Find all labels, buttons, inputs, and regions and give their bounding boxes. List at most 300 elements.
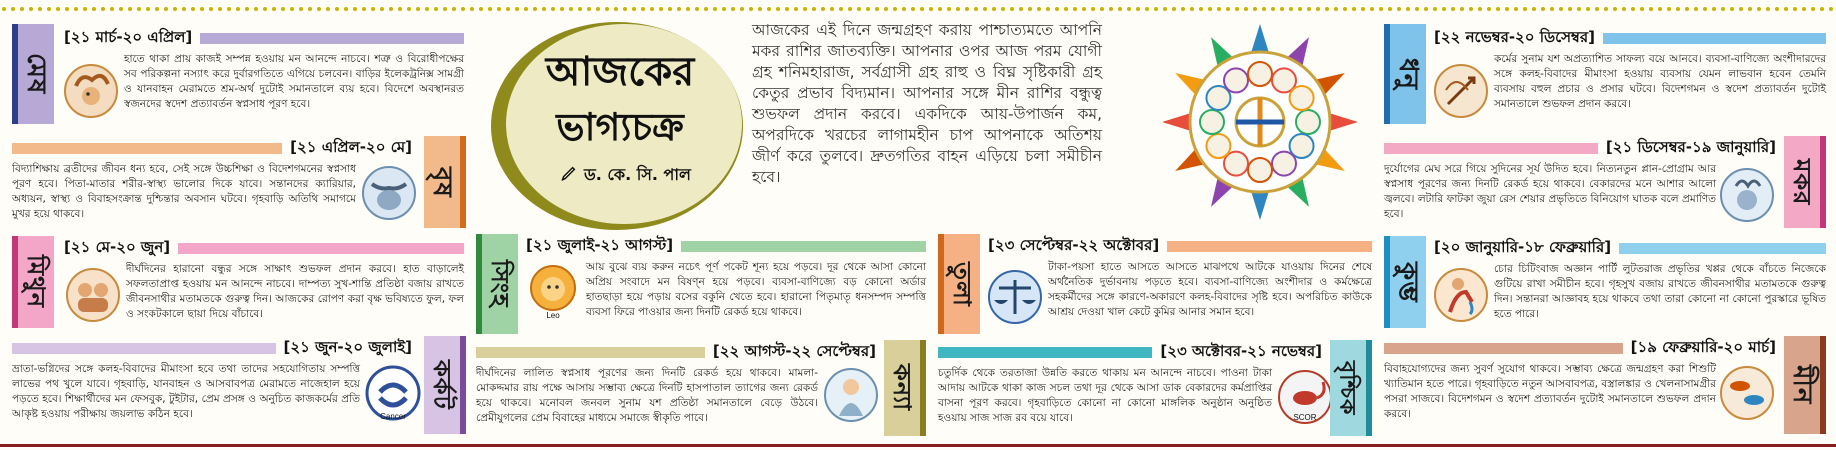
sign-forecast: চতুর্দিক থেকে তরতাজা উন্নতি করতে থাকায় মন আনন্দে নাচবে। পাওনা টাকা আদায় আটকে থাকা কাজ সচল তথা দূর থেকে আসা ডাক বেকারদের কর্মপ্রাপ্তির বাসনা পূরণ করবে। গৃহবাড়িতে কোনো না কোনো মাঙ্গলিক অনুষ্ঠান অনুষ্ঠিত হওয়ায় সাজ সাজ রব বয়ে যাবে।: [938, 367, 1272, 424]
page-title-line-2: ভাগ্যচক্র: [556, 104, 684, 149]
border-dot: [1415, 7, 1419, 11]
border-dot: [263, 7, 267, 11]
wheel-ray: [1251, 189, 1270, 220]
border-dot: [2, 7, 6, 11]
sign-image-label: SCOR: [1293, 413, 1317, 422]
border-dot: [1451, 7, 1455, 11]
border-dot: [1037, 7, 1041, 11]
border-dot: [1658, 7, 1662, 11]
sign-name: কর্কট: [428, 360, 457, 410]
sign-date-range: [২১ জুন-২০ জুলাই]: [283, 337, 412, 356]
sign-card-scorpio: [936, 340, 1376, 444]
border-dot: [929, 7, 933, 11]
sign-forecast: ভ্রাতা-ভগ্নিদের সঙ্গে কলহ-বিবাদের মীমাংসা হবে তথা তাদের সহযোগিতায় সম্পত্তি লাভের পথ খুলে যাবে। গৃহবাড়ি, যানবাহন ও আসবাবপত্র মেরামতে নাজেহাল হয়ে পড়তে হবে। শিক্ষার্থীদের মন ফেসবুক, টুইটার, প্রেম প্রসঙ্গ ও অনুচিত কাজকর্মের প্রতি আকৃষ্ট হওয়ায় পরীক্ষায় জয়লাভ কঠিন হবে।: [12, 363, 360, 420]
border-dot: [452, 7, 456, 11]
border-dot: [1649, 7, 1653, 11]
border-dot: [38, 7, 42, 11]
border-dot: [1487, 7, 1491, 11]
border-dot: [1667, 7, 1671, 11]
sign-image-label: Leo: [546, 311, 560, 320]
sign-name: তুলা: [948, 261, 977, 307]
border-dot: [1343, 7, 1347, 11]
border-dot: [371, 7, 375, 11]
border-dot: [938, 7, 942, 11]
border-dot: [1073, 7, 1077, 11]
border-dot: [56, 7, 60, 11]
border-dot: [920, 7, 924, 11]
border-dot: [506, 7, 510, 11]
border-dot: [11, 7, 15, 11]
bottom-rule: [0, 444, 1836, 447]
border-dot: [1478, 7, 1482, 11]
border-dot: [497, 7, 501, 11]
border-dot: [776, 7, 780, 11]
sign-forecast: দীর্ঘদিনের হারানো বন্ধুর সঙ্গে সাক্ষাৎ শুভফল প্রদান করবে। হাত বাড়ালেই সফলতাপ্রাপ্ত হওয়ায় মন আনন্দে নাচবে। দাম্পত্য সুখ-শান্তি প্রতিষ্ঠা বজায় রাখতে জীবনসাথীর মতামতকে গুরুত্ব দিন। আজকের রোপণ করা বৃক্ষ ভবিষ্যতে ফুল, ফল ও সংকটকালে ছায়া দিয়ে বাঁচাবে।: [126, 263, 464, 320]
sign-date-range: [২১ জুলাই-২১ আগস্ট]: [526, 235, 674, 254]
sign-tab-capricorn: [1784, 136, 1826, 228]
top-dotted-border: [0, 2, 1836, 16]
header-bar: [200, 33, 464, 44]
border-dot: [1820, 7, 1824, 11]
border-dot: [398, 7, 402, 11]
border-dot: [20, 7, 24, 11]
header-bar: [1603, 33, 1826, 44]
border-dot: [605, 7, 609, 11]
border-dot: [1586, 7, 1590, 11]
border-dot: [362, 7, 366, 11]
border-dot: [533, 7, 537, 11]
border-dot: [1010, 7, 1014, 11]
border-dot: [164, 7, 168, 11]
border-dot: [236, 7, 240, 11]
sign-tab-libra: [938, 234, 980, 334]
sign-image-label: Cancer: [380, 412, 406, 421]
border-dot: [803, 7, 807, 11]
border-dot: [1127, 7, 1131, 11]
border-dot: [668, 7, 672, 11]
border-dot: [1595, 7, 1599, 11]
border-dot: [695, 7, 699, 11]
border-dot: [1514, 7, 1518, 11]
sign-header: [1384, 138, 1776, 158]
border-dot: [632, 7, 636, 11]
border-dot: [1154, 7, 1158, 11]
sagittarius-archer-icon: [1432, 62, 1490, 120]
border-dot: [1289, 7, 1293, 11]
sign-forecast: বিবাহযোগ্যদের জন্য সুবর্ণ সুযোগ থাকবে। সম্ভাব্য ক্ষেত্রে জন্মগ্রহণ করা শিশুটি খ্যাতিমান হতে পারে। গৃহবাড়িতে নতুন আসবাবপত্র, বস্ত্রালঙ্কার ও খেলনাসামগ্রীর পসরা সাজবে। বিদেশগমন ও স্বদেশ প্রত্যাবর্তন দুটোই সমানতালে শুভফল প্রদান করবে।: [1384, 363, 1716, 420]
border-dot: [1226, 7, 1230, 11]
border-dot: [596, 7, 600, 11]
sign-header: [64, 28, 464, 48]
wheel-sign-medallion: [1206, 134, 1230, 158]
border-dot: [443, 7, 447, 11]
sign-name: বৃশ্চিক: [1334, 360, 1361, 416]
border-dot: [299, 7, 303, 11]
border-dot: [245, 7, 249, 11]
sign-header: [526, 236, 926, 256]
border-dot: [839, 7, 843, 11]
border-dot: [1406, 7, 1410, 11]
sign-card-libra: [936, 232, 1376, 340]
border-dot: [902, 7, 906, 11]
border-dot: [1082, 7, 1086, 11]
border-dot: [317, 7, 321, 11]
border-dot: [380, 7, 384, 11]
leo-lion-icon: [524, 262, 582, 320]
border-dot: [740, 7, 744, 11]
sign-forecast: দীর্ঘদিনের লালিত স্বপ্নসাধ পূরণের জন্য দিনটি রেকর্ড হয়ে থাকবে। মামলা-মোকদ্দমার রায় পক্ষে আসায় সম্ভাব্য ক্ষেত্রে দিনটি হাসপাতাল ত্যাগের জন্য রেকর্ড হয়ে থাকবে। মনোবল জনবল সুনাম যশ প্রতিষ্ঠা সমানতালে বেড়ে উঠবে। প্রেমীযুগলের প্রেম বিবাহের মাধ্যমে সমাজে স্বীকৃতি পাবে।: [476, 367, 818, 424]
border-dot: [254, 7, 258, 11]
border-dot: [650, 7, 654, 11]
sign-header: [12, 338, 412, 358]
border-dot: [1163, 7, 1167, 11]
border-dot: [1559, 7, 1563, 11]
border-dot: [173, 7, 177, 11]
border-dot: [1019, 7, 1023, 11]
border-dot: [515, 7, 519, 11]
wheel-sign-medallion: [1296, 110, 1320, 134]
sign-forecast: হাতে থাকা প্রায় কাজই সম্পন্ন হওয়ায় মন আনন্দে নাচবে। শত্রু ও বিরোধীপক্ষের সব পরিকল্পনা নস্যাৎ করে দুর্বারগতিতে এগিয়ে চলবেন। বাড়ির ইলেকট্রনিক্স সামগ্রী ও যানবাহন মেরামতে শ্রম-অর্থ দুটোই সমানতালে ব্যয় হবে। বিদেশে অবস্থানরত স্বজনদের স্বদেশ প্রত্যাবর্তন স্বপ্নসাধ পূরণ হবে।: [124, 53, 464, 110]
border-dot: [884, 7, 888, 11]
sign-card-aries: [8, 22, 468, 130]
border-dot: [1469, 7, 1473, 11]
sign-tab-aries: [12, 24, 54, 124]
border-dot: [956, 7, 960, 11]
border-dot: [1811, 7, 1815, 11]
header-bar: [1619, 243, 1826, 254]
sign-card-capricorn: [1382, 136, 1830, 232]
border-dot: [1424, 7, 1428, 11]
border-dot: [335, 7, 339, 11]
libra-scales-icon: [986, 268, 1044, 326]
border-dot: [677, 7, 681, 11]
border-dot: [1253, 7, 1257, 11]
border-dot: [1145, 7, 1149, 11]
border-dot: [560, 7, 564, 11]
sign-header: [938, 342, 1322, 362]
border-dot: [569, 7, 573, 11]
border-dot: [488, 7, 492, 11]
border-dot: [1298, 7, 1302, 11]
border-dot: [479, 7, 483, 11]
border-dot: [965, 7, 969, 11]
sign-date-range: [১৯ ফেব্রুয়ারি-২০ মার্চ]: [1630, 337, 1776, 356]
border-dot: [92, 7, 96, 11]
border-dot: [83, 7, 87, 11]
border-dot: [1757, 7, 1761, 11]
border-dot: [1388, 7, 1392, 11]
border-dot: [1784, 7, 1788, 11]
border-dot: [1055, 7, 1059, 11]
border-dot: [830, 7, 834, 11]
border-dot: [857, 7, 861, 11]
border-dot: [794, 7, 798, 11]
sign-date-range: [২১ মার্চ-২০ এপ্রিল]: [64, 27, 193, 46]
pen-icon: [560, 164, 578, 182]
border-dot: [1190, 7, 1194, 11]
sign-date-range: [২০ জানুয়ারি-১৮ ফেব্রুয়ারি]: [1434, 237, 1612, 256]
border-dot: [1793, 7, 1797, 11]
header-bar: [476, 347, 705, 358]
border-dot: [146, 7, 150, 11]
border-dot: [1181, 7, 1185, 11]
sign-header: [988, 236, 1372, 256]
border-dot: [1523, 7, 1527, 11]
border-dot: [326, 7, 330, 11]
sign-tab-virgo: [884, 340, 926, 436]
sign-name: কন্যা: [888, 364, 917, 412]
border-dot: [209, 7, 213, 11]
border-dot: [1577, 7, 1581, 11]
cancer-crab-icon: [364, 364, 422, 422]
border-dot: [578, 7, 582, 11]
border-dot: [191, 7, 195, 11]
border-dot: [272, 7, 276, 11]
border-dot: [722, 7, 726, 11]
border-dot: [65, 7, 69, 11]
border-dot: [425, 7, 429, 11]
border-dot: [821, 7, 825, 11]
sign-header: [1384, 338, 1776, 358]
sign-name: কুম্ভ: [1393, 261, 1423, 303]
border-dot: [461, 7, 465, 11]
wheel-sign-medallion: [1290, 86, 1314, 110]
wheel-ray: [1327, 113, 1358, 132]
intro-paragraph: আজকের এই দিনে জন্মগ্রহণ করায় পাশ্চাত্যমতে আপনি মকর রাশির জাতব্যক্তি। আপনার ওপর আজ পরম যোগী গ্রহ শনিমহারাজ, সর্বগ্রাসী গ্রহ রাহু ও বিঘ্ন সৃষ্টিকারী গ্রহ কেতুর প্রভাব বিদ্যমান। আপনার সঙ্গে মীন রাশির বন্ধুত্ব শুভফল প্রদান করবে। একদিকে আয়-উপার্জন কম, অপরদিকে খরচের লাগামহীন চাপ আপনাকে অতিশয় জীর্ণ করে তুলবে। দ্রুতগতির বাহন এড়িয়ে চলা সমীচীন হবে।: [752, 21, 1102, 186]
sign-header: [12, 138, 412, 158]
page-title-line-1: আজকের: [545, 48, 695, 95]
wheel-sign-medallion: [1248, 62, 1272, 86]
sign-date-range: [২১ ডিসেম্বর-১৯ জানুয়ারি]: [1605, 137, 1776, 156]
sign-date-range: [২১ মে-২০ জুন]: [64, 237, 171, 256]
border-dot: [1433, 7, 1437, 11]
border-dot: [29, 7, 33, 11]
wheel-ray: [1162, 113, 1193, 132]
border-dot: [47, 7, 51, 11]
border-dot: [1631, 7, 1635, 11]
sign-tab-gemini: [12, 236, 54, 328]
sign-forecast: বিদ্যাশিক্ষায় ব্রতীদের জীবন ধন্য হবে, সেই সঙ্গে উচ্চশিক্ষা ও বিদেশগমনের স্বপ্নসাধ পূরণ হবে। পিতা-মাতার শরীর-স্বাস্থ্য ভালোর দিকে যাবে। সন্তানদের ক্যারিয়ার, অধ্যয়ন, স্বাস্থ্য ও বিবাহসংক্রান্ত দুশ্চিন্তার অবসান ঘটবে। গৃহবাড়ি অতিথি সমাগমে মুখর হয়ে থাকবে।: [12, 163, 356, 220]
border-dot: [875, 7, 879, 11]
border-dot: [1442, 7, 1446, 11]
aquarius-water-bearer-icon: [1432, 266, 1490, 324]
border-dot: [1379, 7, 1383, 11]
border-dot: [893, 7, 897, 11]
border-dot: [101, 7, 105, 11]
wheel-sign-medallion: [1272, 152, 1296, 176]
border-dot: [416, 7, 420, 11]
header-bar: [938, 347, 1152, 358]
border-dot: [344, 7, 348, 11]
border-dot: [407, 7, 411, 11]
sign-card-taurus: [8, 136, 468, 232]
border-dot: [1703, 7, 1707, 11]
sign-tab-aquarius: [1384, 236, 1426, 328]
border-dot: [1802, 7, 1806, 11]
border-dot: [758, 7, 762, 11]
border-dot: [281, 7, 285, 11]
border-dot: [911, 7, 915, 11]
sign-tab-taurus: [424, 136, 466, 228]
sign-date-range: [২২ আগস্ট-২২ সেপ্টেম্বর]: [712, 341, 876, 360]
border-dot: [1172, 7, 1176, 11]
taurus-bull-icon: [360, 164, 418, 222]
sign-card-leo: [474, 232, 930, 340]
border-dot: [641, 7, 645, 11]
sign-date-range: [২২ নভেম্বর-২০ ডিসেম্বর]: [1434, 27, 1595, 46]
header-bar: [1384, 343, 1623, 354]
header-bar: [178, 243, 464, 254]
border-dot: [1685, 7, 1689, 11]
wheel-sign-medallion: [1248, 158, 1272, 182]
border-dot: [659, 7, 663, 11]
sign-forecast: দুর্যোগের মেঘ সরে গিয়ে সুদিনের সূর্য উদিত হবে। নিত্যনতুন প্লান-প্রোগ্রাম আর স্বপ্নসাধ পূরণের জন্য দিনটি রেকর্ড হয়ে থাকবে। বেকারদের মনে আশার আলো জ্বলবে। লটারি ফাটকা জুয়া রেস শেয়ার প্রভৃতিতে বিনিয়োগ ঘাতক বলে প্রমাণিত হবে।: [1384, 163, 1716, 220]
border-dot: [1541, 7, 1545, 11]
sign-header: [1434, 28, 1826, 48]
sign-forecast: আয় বুঝে ব্যয় করুন নচেৎ পূর্ণ পকেট শূন্য হয়ে পড়বে। দূর থেকে আসা কোনো অপ্রিয় সংবাদে মন বিষণ্ন হয়ে পড়বে। ব্যবসা-বাণিজ্যে বড় কোনো অর্ডার হাতছাড়া হয়ে পড়ায় বসের বকুনি খেতে হবে। হারানো পিতৃমাতৃ ধনসম্পদ সম্পত্তি ব্যবসা ফিরে পাওয়ার জন্য দিনটি রেকর্ড হয়ে থাকবে।: [586, 261, 926, 318]
border-dot: [290, 7, 294, 11]
border-dot: [1460, 7, 1464, 11]
header-bar: [12, 143, 282, 154]
sign-name: মিথুন: [22, 255, 51, 309]
wheel-sign-medallion: [1200, 110, 1224, 134]
border-dot: [587, 7, 591, 11]
sign-card-gemini: [8, 236, 468, 332]
sign-name: বৃষ: [427, 166, 457, 198]
border-dot: [1676, 7, 1680, 11]
border-dot: [1262, 7, 1266, 11]
border-dot: [731, 7, 735, 11]
header-bar: [12, 343, 276, 354]
border-dot: [1352, 7, 1356, 11]
border-dot: [308, 7, 312, 11]
border-dot: [1118, 7, 1122, 11]
border-dot: [1325, 7, 1329, 11]
wheel-ray: [1251, 24, 1270, 55]
border-dot: [227, 7, 231, 11]
sign-tab-sagittarius: [1384, 24, 1426, 124]
border-dot: [1091, 7, 1095, 11]
border-dot: [1064, 7, 1068, 11]
border-dot: [1028, 7, 1032, 11]
border-dot: [1235, 7, 1239, 11]
sign-header: [64, 238, 464, 258]
border-dot: [1604, 7, 1608, 11]
sign-forecast: কর্মের সুনাম যশ অপ্রত্যাশিত সাফল্য বয়ে আনবে। ব্যবসা-বাণিজ্যে অংশীদারদের সঙ্গে কলহ-বিবাদের মীমাংসা হওয়ায় ব্যবসায় যেমন লাভবান হবেন তেমনি ব্যবসায় বহুল প্রচার ও প্রসার ঘটবে। বিদেশগমন ও স্বদেশ প্রত্যাবর্তন দুটোই সমানতালে শুভফল প্রদান করবে।: [1494, 53, 1826, 110]
header-bar: [1167, 241, 1372, 252]
border-dot: [182, 7, 186, 11]
border-dot: [713, 7, 717, 11]
border-dot: [614, 7, 618, 11]
border-dot: [155, 7, 159, 11]
border-dot: [1361, 7, 1365, 11]
sign-forecast: টাকা-পয়সা হাতে আসতে আসতে মাঝপথে আটকে যাওয়ায় দিনের শেষে অর্থনৈতিক দুর্ভাবনায় পড়তে হবে। ব্যবসা-বাণিজ্যে অংশীদার ও কর্মক্ষেত্রে সহকর্মীদের সঙ্গে কারণে-অকারণে কলহ-বিবাদের সৃষ্টি হবে। অপরিচিত কাউকে আশ্রয় দেওয়া খাল কেটে কুমির আনার সমান হবে।: [1048, 261, 1372, 318]
border-dot: [389, 7, 393, 11]
sign-card-pisces: [1382, 336, 1830, 440]
border-dot: [992, 7, 996, 11]
border-dot: [1829, 7, 1833, 11]
scorpio-scorpion-icon: [1276, 368, 1334, 426]
border-dot: [1334, 7, 1338, 11]
border-dot: [434, 7, 438, 11]
border-dot: [1199, 7, 1203, 11]
border-dot: [1046, 7, 1050, 11]
border-dot: [1694, 7, 1698, 11]
border-dot: [1568, 7, 1572, 11]
border-dot: [1505, 7, 1509, 11]
border-dot: [218, 7, 222, 11]
border-dot: [1739, 7, 1743, 11]
sign-forecast: চোর চিটিংবাজ অজ্ঞান পার্টি লুটতরাজ প্রভৃতির খপ্পর থেকে বাঁচতে নিজেকে গুটিয়ে রাখা সমীচীন হবে। গৃহসুখ বজায় রাখতে জীবনসাথীর মতামতকে গুরুত্ব দিন। সন্তানরা আজ্ঞাবহ হয়ে থাকবে তথা তারা কোনো না কোনো পুরস্কারে ভূষিত হতে পারে।: [1494, 263, 1826, 320]
sign-name: মেষ: [21, 53, 51, 95]
border-dot: [1622, 7, 1626, 11]
border-dot: [983, 7, 987, 11]
sign-date-range: [২৩ অক্টোবর-২১ নভেম্বর]: [1160, 341, 1322, 360]
wheel-sign-medallion: [1224, 68, 1248, 92]
border-dot: [470, 7, 474, 11]
sign-card-sagittarius: [1382, 22, 1830, 130]
border-dot: [623, 7, 627, 11]
border-dot: [704, 7, 708, 11]
gemini-twins-icon: [64, 266, 122, 324]
sign-tab-scorpio: [1330, 340, 1372, 436]
pisces-fish-icon: [1718, 364, 1776, 422]
border-dot: [1550, 7, 1554, 11]
border-dot: [1136, 7, 1140, 11]
border-dot: [812, 7, 816, 11]
sign-name: মীন: [1787, 365, 1817, 405]
sign-header: [476, 342, 876, 362]
border-dot: [1109, 7, 1113, 11]
border-dot: [1721, 7, 1725, 11]
sign-tab-pisces: [1784, 336, 1826, 434]
border-dot: [1316, 7, 1320, 11]
border-dot: [74, 7, 78, 11]
border-dot: [974, 7, 978, 11]
border-dot: [686, 7, 690, 11]
border-dot: [119, 7, 123, 11]
sign-date-range: [২৩ সেপ্টেম্বর-২২ অক্টোবর]: [988, 235, 1160, 254]
border-dot: [749, 7, 753, 11]
border-dot: [947, 7, 951, 11]
border-dot: [1532, 7, 1536, 11]
sign-header: [1434, 238, 1826, 258]
header-bar: [1384, 143, 1598, 154]
border-dot: [1280, 7, 1284, 11]
sign-name: ধনু: [1393, 57, 1423, 91]
sign-card-aquarius: [1382, 236, 1830, 332]
border-dot: [524, 7, 528, 11]
border-dot: [1730, 7, 1734, 11]
capricorn-goat-icon: [1718, 166, 1776, 224]
border-dot: [1370, 7, 1374, 11]
border-dot: [1748, 7, 1752, 11]
border-dot: [137, 7, 141, 11]
border-dot: [1775, 7, 1779, 11]
virgo-maiden-icon: [822, 366, 880, 424]
border-dot: [353, 7, 357, 11]
border-dot: [1397, 7, 1401, 11]
border-dot: [1271, 7, 1275, 11]
sign-tab-leo: [476, 234, 518, 334]
sign-date-range: [২১ এপ্রিল-২০ মে]: [290, 137, 412, 156]
border-dot: [128, 7, 132, 11]
border-dot: [848, 7, 852, 11]
border-dot: [1001, 7, 1005, 11]
sign-card-cancer: [8, 336, 468, 440]
border-dot: [551, 7, 555, 11]
border-dot: [1496, 7, 1500, 11]
